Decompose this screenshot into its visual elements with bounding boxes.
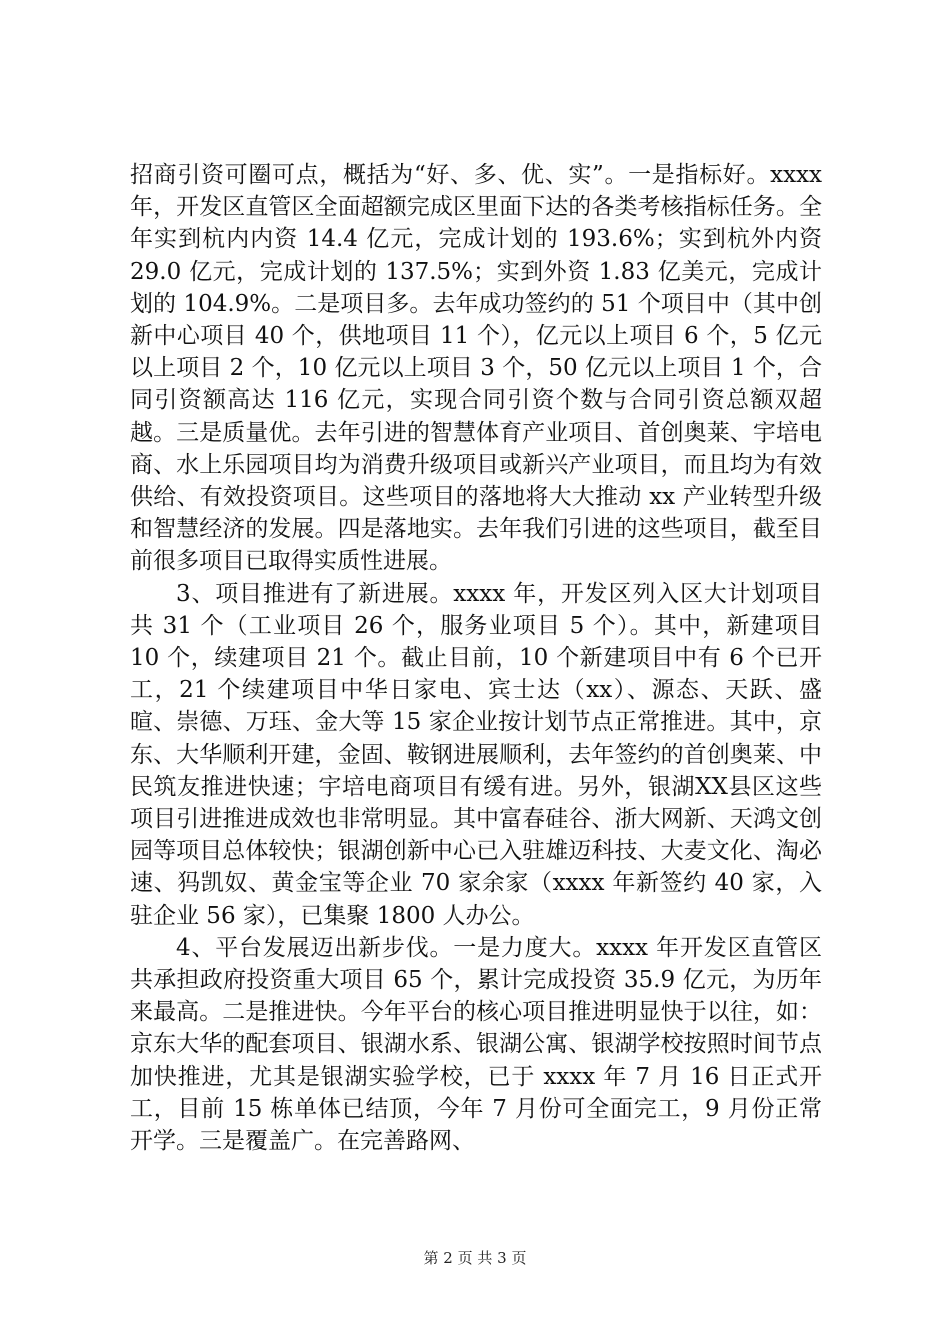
paragraph-investment: 招商引资可圈可点，概括为“好、多、优、实”。一是指标好。xxxx 年，开发区直管区全面超额完成区里面下达的各类考核指标任务。全年实到杭内内资 14.4 亿元，完成计划的 193.6%；实到杭外内资 29.0 亿元，完成计划的 137.5%；实到外资 1.83 亿美元，完成计划的 104.9%。二是项目多。去年成功签约的 51 个项目中（其中创新中心项目 40 个，供地项目 11 个），亿元以上项目 6 个，5 亿元以上项目 2 个，10 亿元以上项目 3 个，50 亿元以上项目 1 个，合同引资额高达 116 亿元，实现合同引资个数与合同引资总额双超越。三是质量优。去年引进的智慧体育产业项目、首创奥莱、宇培电商、水上乐园项目均为消费升级项目或新兴产业项目，而且均为有效供给、有效投资项目。这些项目的落地将大大推动 xx 产业转型升级和智慧经济的发展。四是落地实。去年我们引进的这些项目，截至目前很多项目已取得实质性进展。 <box>130 162 822 575</box>
paragraph-project-progress: 3、项目推进有了新进展。xxxx 年，开发区列入区大计划项目共 31 个（工业项目 26 个，服务业项目 5 个）。其中，新建项目 10 个，续建项目 21 个。截止目前，10 个新建项目中有 6 个已开工，21 个续建项目中华日家电、宾士达（xx）、源态、天跃、盛暄、崇德、万珏、金大等 15 家企业按计划节点正常推进。其中，京东、大华顺利开建，金固、鞍钢进展顺利，去年签约的首创奥莱、中民筑友推进快速；宇培电商项目有缓有进。另外，银湖XX县区这些项目引进推进成效也非常明显。其中富春硅谷、浙大网新、天鸿文创园等项目总体较快；银湖创新中心已入驻雄迈科技、大麦文化、淘必速、犸凯奴、黄金宝等企业 70 家余家（xxxx 年新签约 40 家，入驻企业 56 家），已集聚 1800 人办公。 <box>130 580 822 929</box>
document-body <box>130 159 822 1157</box>
page-footer: 第 2 页 共 3 页 <box>423 1249 527 1267</box>
paragraph-platform-development: 4、平台发展迈出新步伐。一是力度大。xxxx 年开发区直管区共承担政府投资重大项目 65 个，累计完成投资 35.9 亿元，为历年来最高。二是推进快。今年平台的核心项目推进明显快于以往，如：京东大华的配套项目、银湖水系、银湖公寓、银湖学校按照时间节点加快推进，尤其是银湖实验学校，已于 xxxx 年 7 月 16 日正式开工，目前 15 栋单体已结顶，今年 7 月份可全面完工，9 月份正常开学。三是覆盖广。在完善路网、 <box>130 934 822 1155</box>
